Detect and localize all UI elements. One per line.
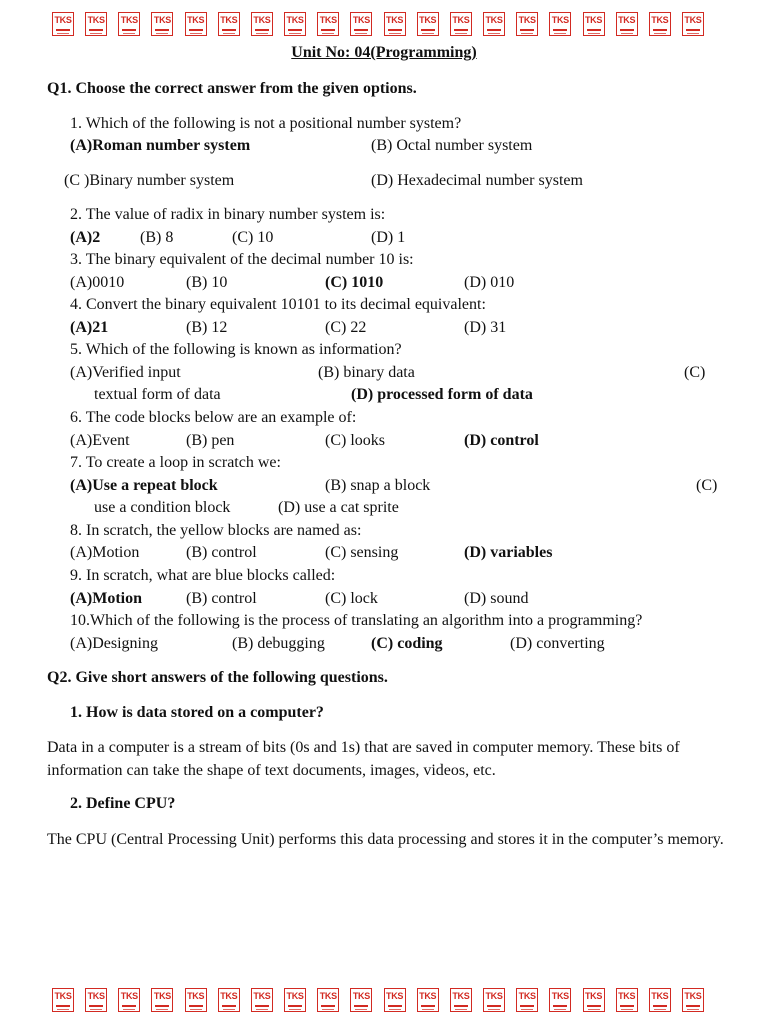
tks-logo-icon: TKS: [151, 988, 173, 1012]
tks-logo-icon: TKS: [483, 12, 505, 36]
tks-logo-icon: TKS: [85, 12, 107, 36]
q9-option-d: (D) sound: [464, 590, 529, 607]
tks-logo-icon: TKS: [52, 12, 74, 36]
question-1: 1. Which of the following is not a positional number system?: [70, 115, 462, 132]
tks-logo-icon: TKS: [450, 12, 472, 36]
tks-logo-icon: TKS: [649, 988, 671, 1012]
tks-logo-icon: TKS: [417, 12, 439, 36]
q5-option-d: (D) processed form of data: [351, 386, 533, 403]
page-title: Unit No: 04(Programming): [291, 44, 477, 61]
q2-option-d: (D) 1: [371, 229, 406, 246]
q3-option-b: (B) 10: [186, 274, 228, 291]
footer-logo-strip: [52, 988, 704, 1012]
short-answer-1: Data in a computer is a stream of bits (0s and 1s) that are saved in computer memory. These bits of information can take the shape of text documents, images, videos, etc.: [47, 739, 680, 779]
tks-logo-icon: TKS: [185, 12, 207, 36]
q10-option-c: (C) coding: [371, 635, 443, 652]
tks-logo-icon: TKS: [317, 988, 339, 1012]
q5-option-a: (A)Verified input: [70, 364, 181, 381]
tks-logo-icon: TKS: [384, 988, 406, 1012]
question-10: 10.Which of the following is the process of translating an algorithm into a programming?: [70, 612, 643, 629]
q3-option-d: (D) 010: [464, 274, 515, 291]
question-8: 8. In scratch, the yellow blocks are named as:: [70, 522, 362, 539]
tks-logo-icon: TKS: [52, 988, 74, 1012]
tks-logo-icon: TKS: [85, 988, 107, 1012]
question-9: 9. In scratch, what are blue blocks called:: [70, 567, 336, 584]
q10-option-a: (A)Designing: [70, 635, 158, 652]
q2-heading: Q2. Give short answers of the following questions.: [47, 669, 388, 686]
q8-option-d: (D) variables: [464, 544, 553, 561]
tks-logo-icon: TKS: [649, 12, 671, 36]
q4-option-c: (C) 22: [325, 319, 367, 336]
q6-option-c: (C) looks: [325, 432, 385, 449]
q3-option-c: (C) 1010: [325, 274, 384, 291]
tks-logo-icon: TKS: [516, 12, 538, 36]
short-question-1: 1. How is data stored on a computer?: [70, 704, 324, 721]
q7-option-a: (A)Use a repeat block: [70, 477, 218, 494]
question-6: 6. The code blocks below are an example of:: [70, 409, 357, 426]
tks-logo-icon: TKS: [549, 12, 571, 36]
tks-logo-icon: TKS: [616, 12, 638, 36]
tks-logo-icon: TKS: [583, 12, 605, 36]
header-logo-strip: [52, 12, 704, 36]
q4-option-b: (B) 12: [186, 319, 228, 336]
tks-logo-icon: TKS: [616, 988, 638, 1012]
q1-option-b: (B) Octal number system: [371, 137, 533, 154]
q7-option-d: (D) use a cat sprite: [278, 499, 399, 516]
tks-logo-icon: TKS: [251, 12, 273, 36]
q3-option-a: (A)0010: [70, 274, 125, 291]
tks-logo-icon: TKS: [118, 12, 140, 36]
tks-logo-icon: TKS: [151, 12, 173, 36]
q9-option-b: (B) control: [186, 590, 257, 607]
q4-option-d: (D) 31: [464, 319, 507, 336]
tks-logo-icon: TKS: [251, 988, 273, 1012]
q1-option-c: (C )Binary number system: [64, 172, 235, 189]
tks-logo-icon: TKS: [218, 12, 240, 36]
q10-option-d: (D) converting: [510, 635, 605, 652]
tks-logo-icon: TKS: [483, 988, 505, 1012]
q7-option-b: (B) snap a block: [325, 477, 431, 494]
tks-logo-icon: TKS: [185, 988, 207, 1012]
q4-option-a: (A)21: [70, 319, 109, 336]
tks-logo-icon: TKS: [284, 988, 306, 1012]
q2-option-b: (B) 8: [140, 229, 174, 246]
q1-heading: Q1. Choose the correct answer from the given options.: [47, 80, 417, 97]
q1-option-a: (A)Roman number system: [70, 137, 251, 154]
tks-logo-icon: TKS: [682, 988, 704, 1012]
short-answer-2: The CPU (Central Processing Unit) performs this data processing and stores it in the computer’s memory.: [47, 831, 724, 848]
tks-logo-icon: TKS: [118, 988, 140, 1012]
question-3: 3. The binary equivalent of the decimal number 10 is:: [70, 251, 414, 268]
q6-option-a: (A)Event: [70, 432, 130, 449]
q8-option-c: (C) sensing: [325, 544, 399, 561]
q6-option-b: (B) pen: [186, 432, 235, 449]
q8-option-a: (A)Motion: [70, 544, 140, 561]
tks-logo-icon: TKS: [384, 12, 406, 36]
q7-option-c-text: use a condition block: [94, 499, 231, 516]
tks-logo-icon: TKS: [516, 988, 538, 1012]
tks-logo-icon: TKS: [682, 12, 704, 36]
q2-option-a: (A)2: [70, 229, 101, 246]
tks-logo-icon: TKS: [350, 12, 372, 36]
q6-option-d: (D) control: [464, 432, 539, 449]
question-2: 2. The value of radix in binary number system is:: [70, 206, 386, 223]
q5-option-b: (B) binary data: [318, 364, 415, 381]
question-5: 5. Which of the following is known as information?: [70, 341, 402, 358]
tks-logo-icon: TKS: [583, 988, 605, 1012]
short-question-2: 2. Define CPU?: [70, 795, 176, 812]
q5-option-c-label: (C): [684, 364, 706, 381]
tks-logo-icon: TKS: [218, 988, 240, 1012]
q1-option-d: (D) Hexadecimal number system: [371, 172, 583, 189]
q2-option-c: (C) 10: [232, 229, 274, 246]
tks-logo-icon: TKS: [317, 12, 339, 36]
q9-option-a: (A)Motion: [70, 590, 142, 607]
tks-logo-icon: TKS: [450, 988, 472, 1012]
tks-logo-icon: TKS: [549, 988, 571, 1012]
tks-logo-icon: TKS: [350, 988, 372, 1012]
q8-option-b: (B) control: [186, 544, 257, 561]
tks-logo-icon: TKS: [417, 988, 439, 1012]
tks-logo-icon: TKS: [284, 12, 306, 36]
question-7: 7. To create a loop in scratch we:: [70, 454, 281, 471]
q5-option-c-text: textual form of data: [94, 386, 221, 403]
q9-option-c: (C) lock: [325, 590, 378, 607]
q7-option-c-label: (C): [696, 477, 718, 494]
q10-option-b: (B) debugging: [232, 635, 325, 652]
question-4: 4. Convert the binary equivalent 10101 to its decimal equivalent:: [70, 296, 486, 313]
